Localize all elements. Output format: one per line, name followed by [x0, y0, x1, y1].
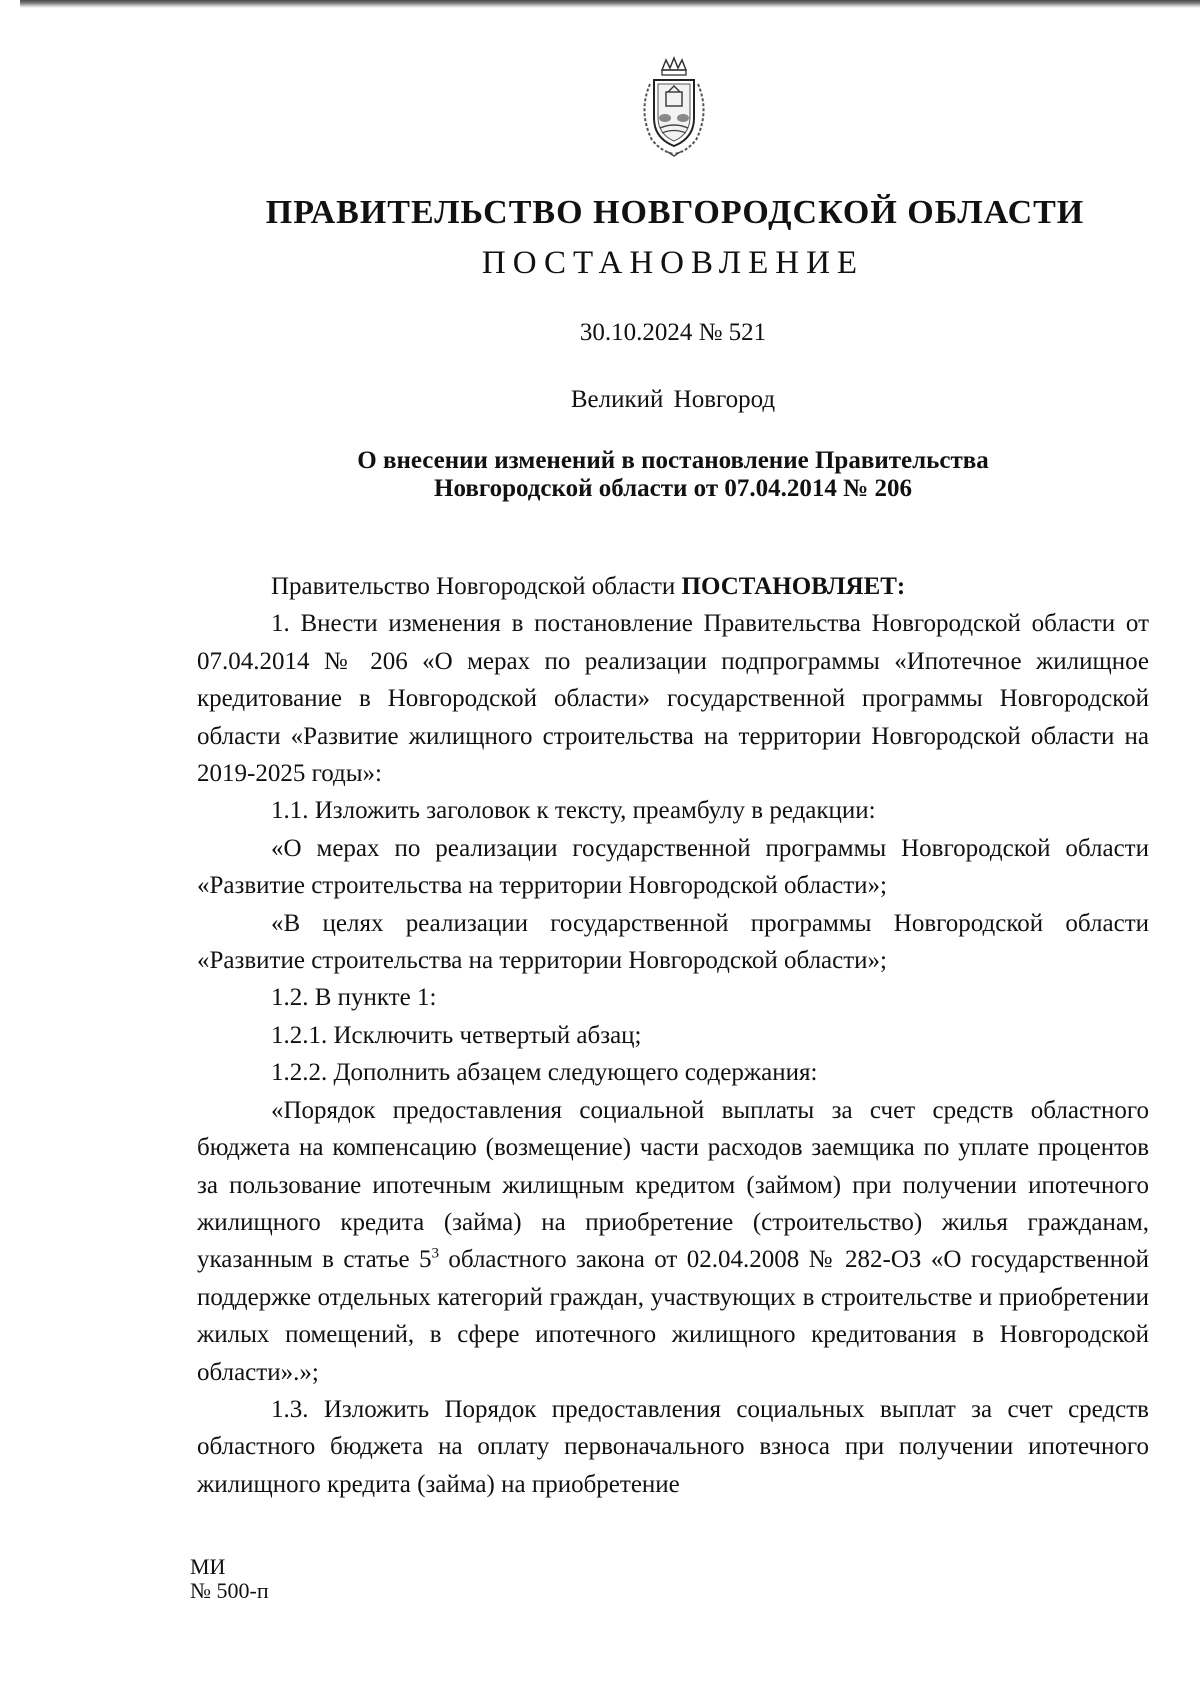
- quote-part-1: «Порядок предоставления социальной выплаты за счет средств областного бюджета на компенсацию (возмещение) части расходов заемщика по уплате процентов за пользование ипотечным жилищным кредитом (займом) при получении ипотечного жилищного кредита (займа) на приобретение (строительство) жилья гражданам, указанным в статье 5: [197, 1096, 1149, 1274]
- paragraph-1-2: 1.2. В пункте 1:: [271, 984, 437, 1012]
- paragraph-1-1-b: «В целях реализации государственной программы Новгородской области «Развитие строительства на территории Новгородской области»;: [197, 909, 1149, 975]
- paragraph-1-1-a: «О мерах по реализации государственной программы Новгородской области «Развитие строительства на территории Новгородской области»;: [197, 834, 1149, 900]
- city: Великий Новгород: [570, 386, 776, 413]
- footer-number: № 500-п: [190, 1578, 269, 1603]
- lead-text: Правительство Новгородской области: [271, 573, 682, 600]
- quote-superscript: 3: [431, 1245, 439, 1262]
- footer-initials: МИ: [190, 1554, 226, 1579]
- document-body: [197, 568, 1149, 1503]
- title-line-1: О внесении изменений в постановление Правительства: [357, 447, 989, 474]
- scan-top-edge: [20, 0, 1200, 8]
- document-type: ПОСТАНОВЛЕНИЕ: [481, 245, 865, 281]
- lead-bold: ПОСТАНОВЛЯЕТ:: [681, 573, 906, 600]
- paragraph-1-2-1: 1.2.1. Исключить четвертый абзац;: [271, 1021, 642, 1049]
- paragraph-1-1: 1.1. Изложить заголовок к тексту, преамбулу в редакции:: [271, 797, 876, 825]
- paragraph-1-2-2-quote: [197, 1092, 1149, 1391]
- organization-name: ПРАВИТЕЛЬСТВО НОВГОРОДСКОЙ ОБЛАСТИ: [265, 194, 1085, 231]
- paragraph-1-3: 1.3. Изложить Порядок предоставления социальных выплат за счет средств областного бюджета на оплату первоначального взноса при получении ипотечного жилищного кредита (займа) на приобретение: [197, 1395, 1149, 1498]
- title-line-2: Новгородской области от 07.04.2014 № 206: [434, 475, 912, 502]
- footer-code: [190, 1555, 269, 1603]
- coat-of-arms-icon: [632, 56, 716, 158]
- document-title: [0, 447, 1200, 503]
- date-and-number: 30.10.2024 № 521: [579, 319, 767, 346]
- quote-part-2: областного закона от 02.04.2008 № 282-ОЗ «О государственной поддержке отдельных категорий граждан, участвующих в строительстве и приобретении жилых помещений, в сфере ипотечного жилищного кредитования в Новгородской области».»;: [197, 1246, 1149, 1386]
- paragraph-1: 1. Внести изменения в постановление Правительства Новгородской области от 07.04.2014 № 206 «О мерах по реализации подпрограммы «Ипотечное жилищное кредитование в Новгородской области» государственной программы Новгородской области «Развитие жилищного строительства на территории Новгородской области на 2019-2025 годы»:: [197, 610, 1149, 788]
- lead-paragraph: [197, 568, 1149, 605]
- paragraph-1-2-2: 1.2.2. Дополнить абзацем следующего содержания:: [271, 1059, 818, 1087]
